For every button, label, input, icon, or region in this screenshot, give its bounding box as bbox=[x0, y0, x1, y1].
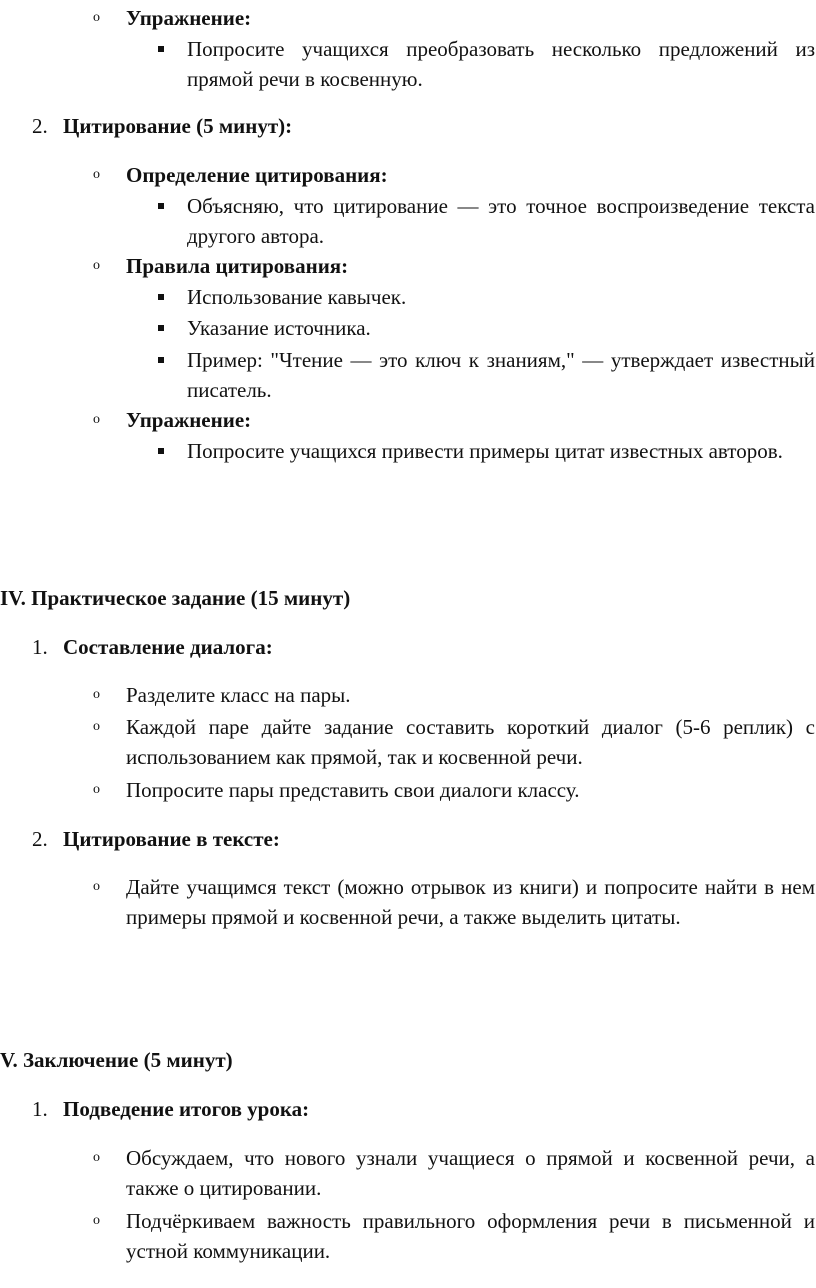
definition-title: Определение цитирования: bbox=[126, 163, 388, 187]
circle-bullet-icon: o bbox=[93, 782, 100, 797]
list-item-title: Подведение итогов урока: bbox=[63, 1097, 310, 1121]
list-number: 1. bbox=[32, 635, 48, 659]
list-number: 2. bbox=[32, 114, 48, 138]
list-item-title: Составление диалога: bbox=[63, 635, 273, 659]
exercise-item: Попросите учащихся преобразовать несколько предложений из прямой речи в косвенную. bbox=[187, 37, 815, 91]
list-number: 1. bbox=[32, 1097, 48, 1121]
circle-bullet-icon: o bbox=[93, 412, 100, 427]
rule-item: Указание источника. bbox=[187, 316, 371, 340]
circle-bullet-icon: o bbox=[93, 1213, 100, 1228]
definition-item: Объясняю, что цитирование — это точное воспроизведение текста другого автора. bbox=[187, 194, 815, 248]
list-point: Разделите класс на пары. bbox=[126, 683, 351, 707]
rules-title: Правила цитирования: bbox=[126, 254, 349, 278]
list-point: Попросите пары представить свои диалоги классу. bbox=[126, 778, 580, 802]
circle-bullet-icon: o bbox=[93, 10, 100, 25]
exercise-title: Упражнение: bbox=[126, 6, 252, 30]
rule-item: Пример: "Чтение — это ключ к знаниям," — утверждает известный писатель. bbox=[187, 348, 815, 402]
circle-bullet-icon: o bbox=[93, 879, 100, 894]
circle-bullet-icon: o bbox=[93, 1150, 100, 1165]
list-number: 2. bbox=[32, 827, 48, 851]
list-point: Дайте учащимся текст (можно отрывок из книги) и попросите найти в нем примеры прямой и косвенной речи, а также выделить цитаты. bbox=[126, 875, 815, 929]
list-point: Обсуждаем, что нового узнали учащиеся о прямой и косвенной речи, а также о цитировании. bbox=[126, 1146, 815, 1200]
square-bullet-icon bbox=[158, 448, 164, 454]
square-bullet-icon bbox=[158, 325, 164, 331]
square-bullet-icon bbox=[158, 203, 164, 209]
circle-bullet-icon: o bbox=[93, 687, 100, 702]
square-bullet-icon bbox=[158, 294, 164, 300]
exercise-item: Попросите учащихся привести примеры цитат известных авторов. bbox=[187, 439, 783, 463]
list-point: Каждой паре дайте задание составить короткий диалог (5-6 реплик) с использованием как прямой, так и косвенной речи. bbox=[126, 715, 815, 769]
circle-bullet-icon: o bbox=[93, 258, 100, 273]
list-item-title: Цитирование (5 минут): bbox=[63, 114, 293, 138]
circle-bullet-icon: o bbox=[93, 719, 100, 734]
rule-item: Использование кавычек. bbox=[187, 285, 407, 309]
section-heading: V. Заключение (5 минут) bbox=[0, 1048, 233, 1072]
square-bullet-icon bbox=[158, 46, 164, 52]
square-bullet-icon bbox=[158, 357, 164, 363]
list-item-title: Цитирование в тексте: bbox=[63, 827, 280, 851]
section-heading: IV. Практическое задание (15 минут) bbox=[0, 586, 351, 610]
circle-bullet-icon: o bbox=[93, 167, 100, 182]
exercise-title: Упражнение: bbox=[126, 408, 252, 432]
list-point: Подчёркиваем важность правильного оформления речи в письменной и устной коммуникации. bbox=[126, 1209, 815, 1263]
